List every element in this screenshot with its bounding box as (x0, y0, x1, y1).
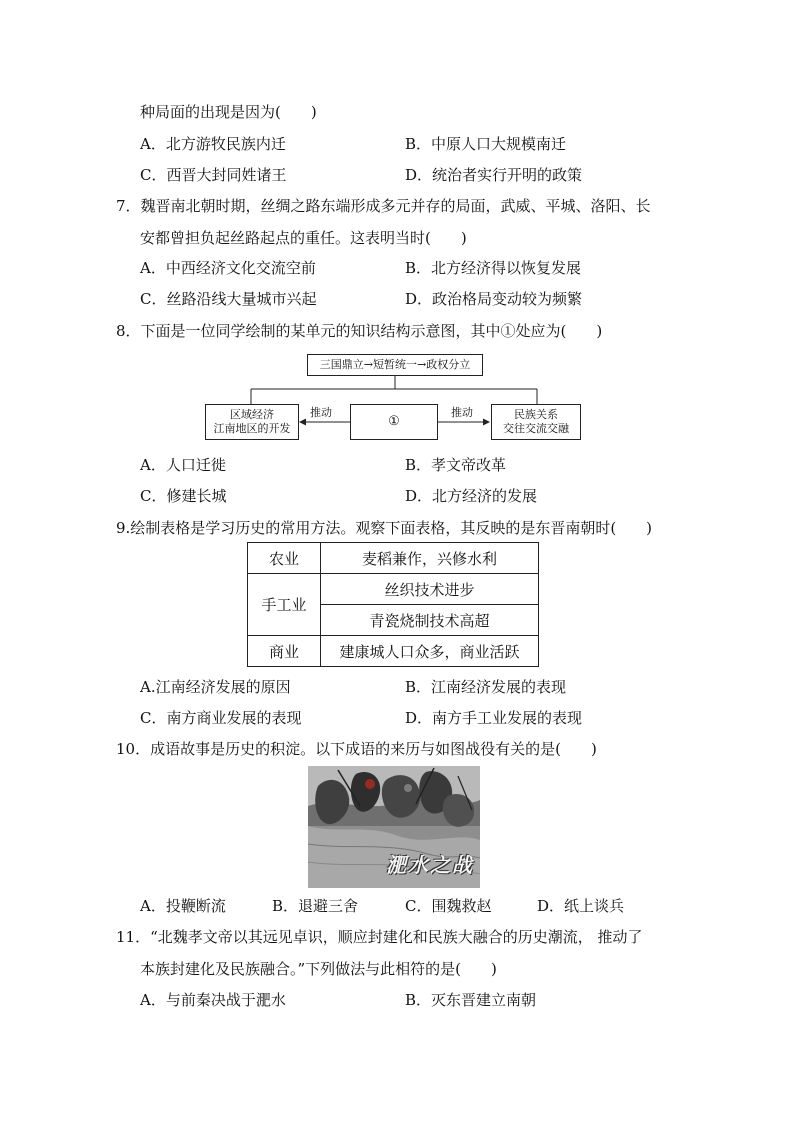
diagram-left-arrow-label: 推动 (310, 406, 332, 419)
economy-table (247, 542, 539, 667)
q9-option-b: B．江南经济发展的表现 (405, 678, 567, 696)
q7-option-a: A．中西经济文化交流空前 (140, 259, 316, 277)
q9-option-a: A.江南经济发展的原因 (140, 678, 291, 696)
q9-option-d: D．南方手工业发展的表现 (405, 709, 583, 727)
q10-option-b: B．退避三舍 (272, 897, 359, 915)
diagram-left-box-line1: 区域经济 (230, 408, 274, 421)
q7-stem-line2: 安都曾担负起丝路起点的重任。这表明当时( ) (140, 229, 467, 247)
q11-stem-line2: 本族封建化及民族融合。”下列做法与此相符的是( ) (140, 960, 497, 978)
table-row-head-commerce: 商业 (248, 636, 321, 667)
q10-stem: 10．成语故事是历史的积淀。以下成语的来历与如图战役有关的是( ) (116, 740, 597, 758)
q7-option-d: D．政治格局变动较为频繁 (405, 290, 583, 308)
table-cell: 青瓷烧制技术高超 (321, 605, 539, 636)
q10-option-c: C．围魏救赵 (405, 897, 492, 915)
diagram-right-arrow-label: 推动 (451, 406, 473, 419)
q8-stem: 8．下面是一位同学绘制的某单元的知识结构示意图，其中①处应为( ) (116, 322, 603, 340)
diagram-top-box (307, 354, 483, 376)
q11-option-a: A．与前秦决战于淝水 (140, 991, 286, 1009)
table-cell: 丝织技术进步 (321, 574, 539, 605)
table-row (248, 574, 539, 605)
table-row-head-handicraft: 手工业 (248, 574, 321, 636)
q11-stem-line1: 11．“北魏孝文帝以其远见卓识，顺应封建化和民族大融合的历史潮流， 推动了 (116, 928, 643, 946)
q8-option-d: D．北方经济的发展 (405, 487, 538, 505)
diagram-right-box-line2: 交往交流交融 (503, 422, 569, 435)
table-cell: 建康城人口众多，商业活跃 (321, 636, 539, 667)
q11-option-b: B．灭东晋建立南朝 (405, 991, 537, 1009)
q7-option-b: B．北方经济得以恢复发展 (405, 259, 582, 277)
diagram-top-box-text: 三国鼎立→短暂统一→政权分立 (319, 358, 471, 371)
q10-option-a: A．投鞭断流 (140, 897, 226, 915)
q7-stem-line1: 7．魏晋南北朝时期，丝绸之路东端形成多元并存的局面，武威、平城、洛阳、长 (116, 197, 651, 215)
diagram-left-box (205, 404, 299, 440)
image-caption: 淝水之战 (386, 853, 474, 877)
q10-option-d: D．纸上谈兵 (537, 897, 625, 915)
q6-option-a: A．北方游牧民族内迁 (140, 135, 286, 153)
diagram-right-box-line1: 民族关系 (514, 408, 558, 421)
knowledge-structure-diagram (205, 352, 585, 444)
battle-painting-image (308, 766, 480, 888)
q6-option-d: D．统治者实行开明的政策 (405, 166, 583, 184)
q6-option-c: C．西晋大封同姓诸王 (140, 166, 287, 184)
diagram-center-box (350, 404, 438, 440)
diagram-left-box-line2: 江南地区的开发 (213, 422, 291, 435)
table-row (248, 543, 539, 574)
table-row (248, 636, 539, 667)
q8-option-c: C．修建长城 (140, 487, 227, 505)
q9-stem: 9.绘制表格是学习历史的常用方法。观察下面表格，其反映的是东晋南朝时( ) (116, 519, 653, 537)
q7-option-c: C．丝路沿线大量城市兴起 (140, 290, 317, 308)
q8-option-b: B．孝文帝改革 (405, 456, 507, 474)
diagram-right-box (491, 404, 581, 440)
table-row-head-agriculture: 农业 (248, 543, 321, 574)
q8-option-a: A．人口迁徙 (140, 456, 226, 474)
q6-stem: 种局面的出现是因为( ) (140, 103, 317, 121)
q6-option-b: B．中原人口大规模南迁 (405, 135, 567, 153)
table-cell: 麦稻兼作，兴修水利 (321, 543, 539, 574)
q9-option-c: C．南方商业发展的表现 (140, 709, 302, 727)
diagram-center-box-text: ① (388, 414, 400, 429)
